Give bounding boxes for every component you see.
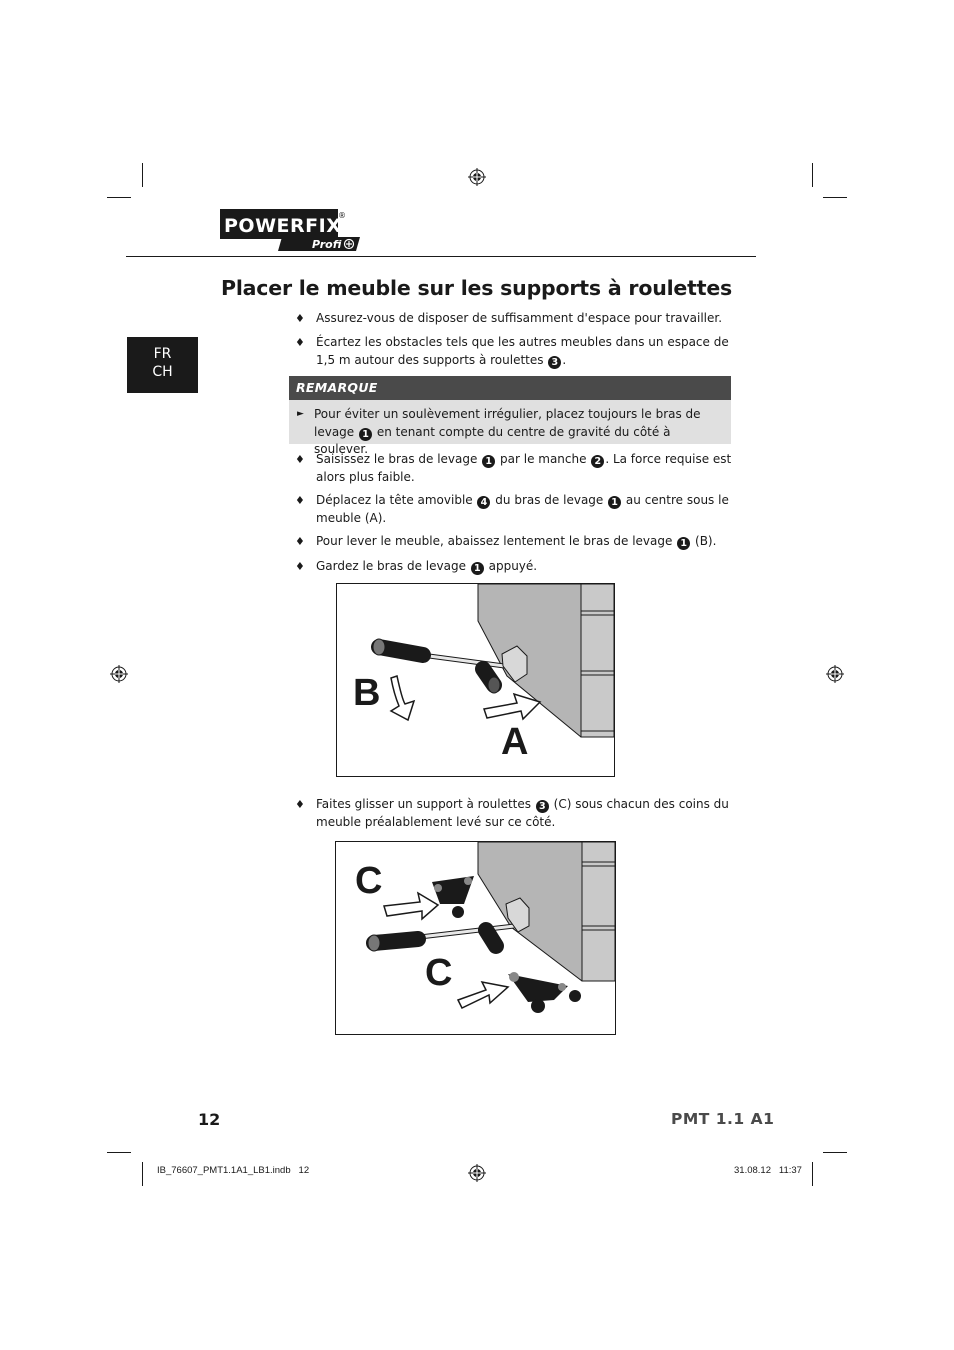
diamond-bullet-icon: ♦ [295,312,305,325]
page-title: Placer le meuble sur les supports à roulettes [221,276,733,300]
list-item-text: Faites glisser un support à roulettes 3 (C) sous chacun des coins du meuble préalablement levé sur ce côté. [316,797,729,829]
list-item-text: Pour lever le meuble, abaissez lentement le bras de levage 1 (B). [316,534,717,549]
list-item [295,533,735,551]
svg-text:®: ® [338,211,346,220]
list-item-text: Écartez les obstacles tels que les autres meubles dans un espace de 1,5 m autour des supports à roulettes 3 . [316,335,729,368]
note-heading: REMARQUE [289,376,731,400]
figure-label-b: B [353,672,381,714]
reference-number: 3 [548,356,561,369]
reference-number: 1 [359,428,372,441]
figure-rollers [335,841,616,1035]
diamond-bullet-icon: ♦ [295,453,305,466]
print-slug-file: IB_76607_PMT1.1A1_LB1.indb 12 [157,1165,310,1176]
language-tab [127,337,198,393]
registration-mark-icon [468,1164,486,1182]
reference-number: 3 [536,800,549,813]
reference-number: 1 [482,455,495,468]
list-item-text: Gardez le bras de levage 1 appuyé. [316,559,538,574]
crop-mark [823,197,847,198]
crop-mark [142,1162,143,1186]
list-item-text: Saisissez le bras de levage 1 par le manche 2 . La force requise est alors plus faible. [316,452,732,484]
list-item [295,492,735,527]
diamond-bullet-icon: ♦ [295,535,305,548]
note-body [289,400,731,456]
registration-mark-icon [468,168,486,186]
language-code: FR [153,346,172,362]
reference-number: 4 [477,496,490,509]
header-rule [126,256,756,257]
figure-label-a: A [501,721,529,763]
diamond-bullet-icon: ♦ [295,560,305,573]
reference-number: 1 [471,562,484,575]
figure-label-c: C [425,952,453,994]
crop-mark [107,197,131,198]
model-number: PMT 1.1 A1 [671,1110,775,1128]
diamond-bullet-icon: ♦ [295,798,305,811]
reference-number: 1 [608,496,621,509]
page-number: 12 [198,1110,221,1129]
list-item [295,796,735,831]
list-item-text: Assurez-vous de disposer de suffisamment d'espace pour travailler. [316,311,723,325]
list-item [295,451,735,486]
crop-mark [812,1162,813,1186]
registration-mark-icon [826,665,844,683]
logo-brand-text: POWERFIX [224,215,342,237]
list-item [295,558,735,576]
list-item [295,310,735,328]
diamond-bullet-icon: ♦ [295,336,305,349]
crop-mark [812,163,813,187]
registration-mark-icon [110,665,128,683]
note-text: Pour éviter un soulèvement irrégulier, placez toujours le bras de levage 1 en tenant compte du centre de gravité du côté à soulever. [314,407,701,456]
arrow-bullet-icon: ► [297,409,304,419]
reference-number: 2 [591,455,604,468]
crop-mark [107,1152,131,1153]
logo-sub-text: Profi [312,238,342,251]
list-item-text: Déplacez la tête amovible 4 du bras de levage 1 au centre sous le meuble (A). [316,493,729,525]
crop-mark [823,1152,847,1153]
print-slug-date: 31.08.12 11:37 [734,1165,802,1176]
country-code: CH [152,364,173,380]
diamond-bullet-icon: ♦ [295,494,305,507]
crop-mark [142,163,143,187]
reference-number: 1 [677,537,690,550]
list-item [295,334,735,369]
figure-lifting [336,583,615,777]
figure-label-c: C [355,860,383,902]
powerfix-logo [220,209,360,253]
